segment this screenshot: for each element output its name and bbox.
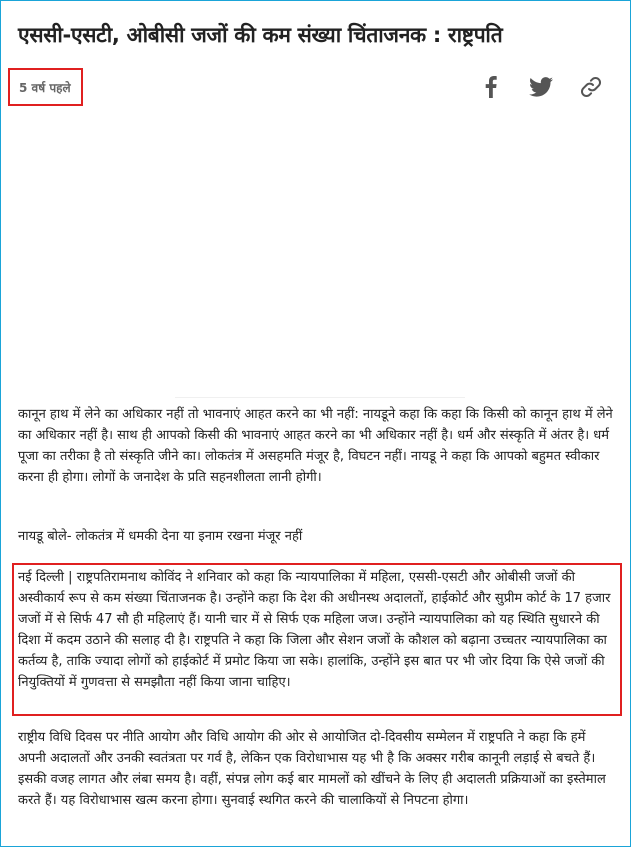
media-placeholder [115, 120, 515, 398]
published-time: 5 वर्ष पहले [19, 80, 71, 95]
article-paragraph: कानून हाथ में लेने का अधिकार नहीं तो भावनाएं आहत करने का भी नहीं: नायडूने कहा कि कहा कि किसी को कानून हाथ में लेने का अधिकार नहीं है। साथ ही आपको किसी की भावनाएं आहत करने का भी अधिकार नहीं है। धर्म और संस्कृति में अंतर है। धर्म पूजा का तरीका है तो संस्कृति जीने का। लोकतंत्र में असहमति मंजूर है, विघटन नहीं। नायडू ने कहा कि आपको बहुमत स्वीकार करना ही होगा। लोगों के जनादेश के प्रति सहनशीलता लानी होगी। [18, 407, 613, 485]
twitter-icon [529, 77, 553, 97]
twitter-share-button[interactable] [528, 74, 554, 100]
article-paragraph: राष्ट्रीय विधि दिवस पर नीति आयोग और विधि आयोग की ओर से आयोजित दो-दिवसीय सम्मेलन में राष्ट्रपति ने कहा कि हमें अपनी अदालतों और उनकी स्वतंत्रता पर गर्व है, लेकिन एक विरोधाभास यह भी है कि अक्सर गरीब कानूनी लड़ाई से बचते हैं। इसकी वजह लागत और लंबा समय है। वहीं, संपन्न लोग कई बार मामलों को खींचने के लिए ही अदालती प्रक्रियाओं का इस्तेमाल करते हैं। यह विरोधाभास खत्म करना होगा। सुनवाई स्थगित करने की चालाकियों से निपटना होगा। [18, 730, 606, 808]
article-subheading: नायडू बोले- लोकतंत्र में धमकी देना या इनाम रखना मंजूर नहीं [18, 529, 303, 544]
published-time-highlight [8, 68, 83, 106]
media-divider [175, 397, 465, 398]
link-icon [580, 76, 602, 98]
copy-link-button[interactable] [578, 74, 604, 100]
article-title: एससी-एसटी, ओबीसी जजों की कम संख्या चिंताजनक : राष्ट्रपति [18, 23, 503, 47]
facebook-share-button[interactable] [481, 74, 501, 100]
facebook-icon [485, 76, 497, 98]
article-paragraph-highlighted: नई दिल्ली | राष्ट्रपतिरामनाथ कोविंद ने शनिवार को कहा कि न्यायपालिका में महिला, एससी-एसटी और ओबीसी जजों की अस्वीकार्य रूप से कम संख्या चिंताजनक है। उन्होंने कहा कि देश की अधीनस्थ अदालतों, हाईकोर्ट और सुप्रीम कोर्ट के 17 हजार जजों में से सिर्फ 47 सौ ही महिलाएं हैं। यानी चार में से सिर्फ एक महिला जज। उन्होंने न्यायपालिका को यह स्थिति सुधारने की दिशा में कदम उठाने की सलाह दी है। राष्ट्रपति ने कहा कि जिला और सेशन जजों के कौशल को बढ़ाना उच्चतर न्यायपालिका का कर्तव्य है, ताकि ज्यादा लोगों को हाईकोर्ट में प्रमोट किया जा सके। हालांकि, उन्होंने इस बात पर भी जोर दिया कि ऐसे जजों की नियुक्तियों में गुणवत्ता से समझौता नहीं किया जाना चाहिए। [18, 570, 611, 690]
